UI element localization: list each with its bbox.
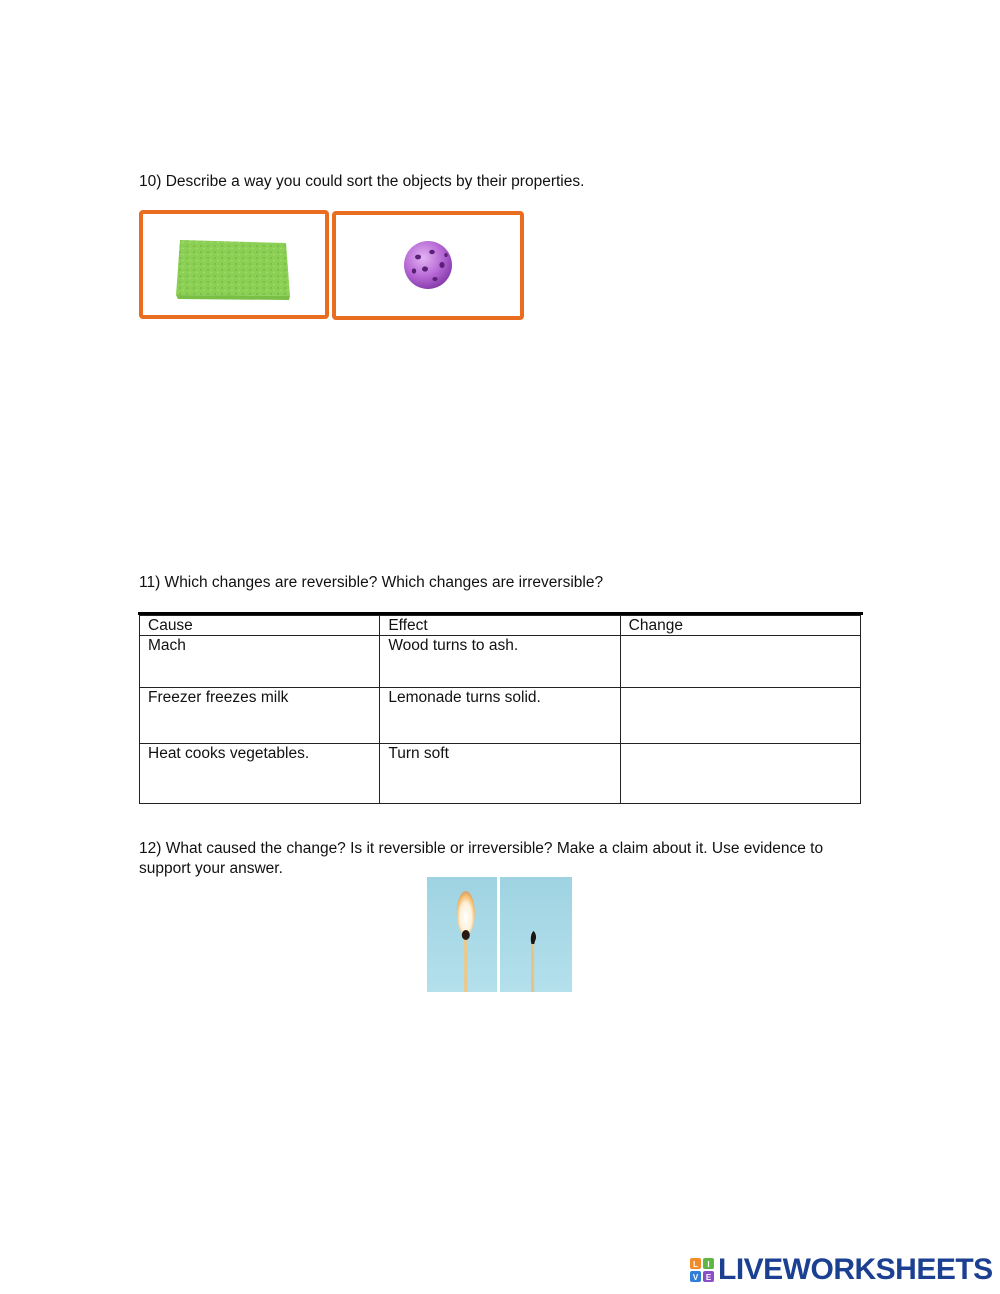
header-cause: Cause xyxy=(140,616,380,636)
question-10: 10) Describe a way you could sort the objects by their properties. xyxy=(139,173,585,190)
svg-text:V: V xyxy=(692,1273,699,1282)
change-answer-cell[interactable] xyxy=(620,688,860,744)
effect-cell: Lemonade turns solid. xyxy=(380,688,620,744)
sponge-image xyxy=(143,214,325,315)
liveworksheets-logo xyxy=(690,1254,993,1286)
question-12: 12) What caused the change? Is it reversible or irreversible? Make a claim about it. Use evidence to support your answer. xyxy=(139,840,824,877)
svg-text:E: E xyxy=(705,1273,712,1282)
cause-cell: Mach xyxy=(140,636,380,688)
effect-cell: Turn soft xyxy=(380,744,620,804)
question-11: 11) Which changes are reversible? Which changes are irreversible? xyxy=(139,574,604,591)
table-row xyxy=(140,744,861,804)
ball-image-frame xyxy=(332,211,524,320)
table-row xyxy=(140,636,861,688)
effect-cell: Wood turns to ash. xyxy=(380,636,620,688)
change-answer-cell[interactable] xyxy=(620,636,860,688)
match-photo xyxy=(427,877,572,992)
table-row xyxy=(140,688,861,744)
sponge-image-frame xyxy=(139,210,329,319)
header-effect: Effect xyxy=(380,616,620,636)
svg-text:L: L xyxy=(693,1260,698,1269)
wiffle-ball-image xyxy=(336,215,520,316)
cause-cell: Heat cooks vegetables. xyxy=(140,744,380,804)
liveworksheets-logo-text: LIVEWORKSHEETS xyxy=(718,1253,993,1286)
table-header-row xyxy=(140,616,861,636)
svg-text:I: I xyxy=(707,1260,710,1269)
cause-cell: Freezer freezes milk xyxy=(140,688,380,744)
liveworksheets-logo-icon xyxy=(690,1258,714,1282)
cause-effect-table xyxy=(139,615,861,804)
header-change: Change xyxy=(620,616,860,636)
burning-match-image xyxy=(427,877,572,992)
change-answer-cell[interactable] xyxy=(620,744,860,804)
